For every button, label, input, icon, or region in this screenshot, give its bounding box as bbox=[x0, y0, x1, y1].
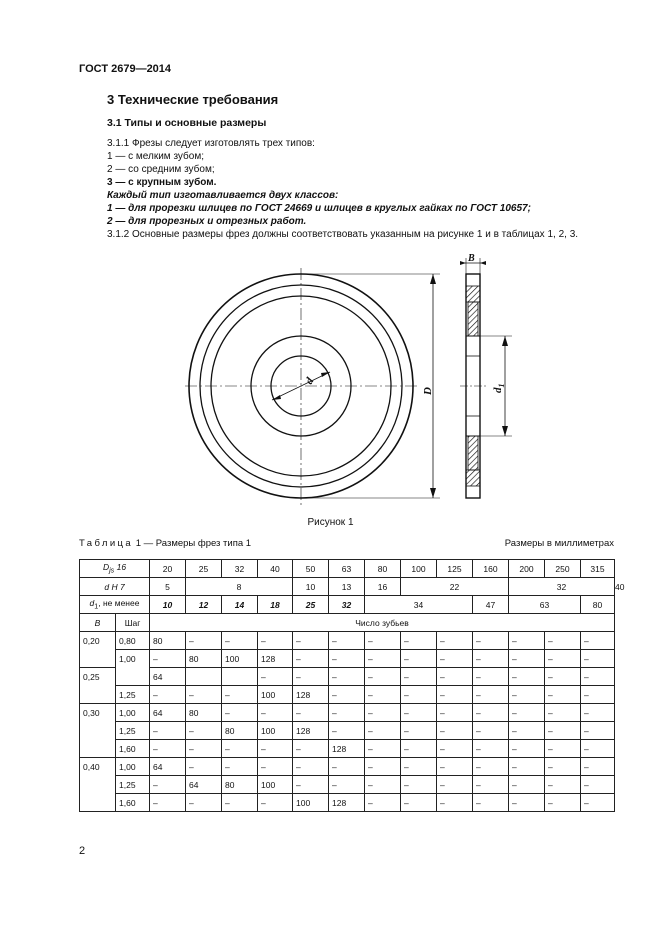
paragraph-class-2: 2 — для прорезных и отрезных работ. bbox=[107, 216, 307, 227]
cell-step: 1,00 bbox=[116, 758, 150, 776]
cell-teeth: – bbox=[437, 794, 473, 812]
cell-teeth: – bbox=[222, 632, 258, 650]
cell-teeth: – bbox=[581, 722, 615, 740]
cell-teeth: – bbox=[329, 722, 365, 740]
cell-teeth: – bbox=[222, 794, 258, 812]
paragraph-class-1: 1 — для прорезки шлицев по ГОСТ 24669 и шлицев в круглых гайках по ГОСТ 10657; bbox=[107, 203, 531, 214]
cell-teeth: – bbox=[329, 704, 365, 722]
table-row bbox=[80, 776, 615, 794]
table-row bbox=[80, 758, 615, 776]
cell-B bbox=[80, 722, 116, 740]
paragraph-classes-intro: Каждый тип изготавливается двух классов: bbox=[107, 190, 339, 201]
cell-teeth: 64 bbox=[150, 758, 186, 776]
cell-teeth: – bbox=[473, 776, 509, 794]
cell: 63 bbox=[329, 560, 365, 578]
head-teeth: Число зубьев bbox=[150, 614, 615, 632]
table-row bbox=[80, 632, 615, 650]
cell-teeth: – bbox=[437, 668, 473, 686]
row-head bbox=[80, 614, 615, 632]
cell-teeth: 100 bbox=[258, 686, 293, 704]
cell-teeth: – bbox=[222, 686, 258, 704]
cell-teeth: – bbox=[365, 794, 401, 812]
cell-step: 1,00 bbox=[116, 704, 150, 722]
row-d: d H 7 5 8 10 13 16 22 32 40 bbox=[80, 578, 615, 596]
cell-teeth: – bbox=[401, 704, 437, 722]
cell-teeth: – bbox=[186, 758, 222, 776]
cell-teeth: – bbox=[581, 740, 615, 758]
cell: 10 bbox=[150, 596, 186, 614]
section-title: 3 Технические требования bbox=[107, 92, 279, 107]
cell-teeth bbox=[222, 668, 258, 686]
label-d1: $d_1$ bbox=[492, 383, 506, 393]
dimensions-table bbox=[79, 559, 625, 812]
cell-teeth: – bbox=[437, 704, 473, 722]
cell-teeth: – bbox=[258, 794, 293, 812]
row-d-label: d H 7 bbox=[80, 578, 150, 596]
cell-B bbox=[80, 650, 116, 668]
cell-teeth: – bbox=[545, 632, 581, 650]
cell-teeth: – bbox=[473, 650, 509, 668]
cell-teeth: 64 bbox=[150, 704, 186, 722]
cell-teeth: – bbox=[437, 632, 473, 650]
row-d1-label: $d_1$, не менее bbox=[80, 596, 150, 614]
label-D: D bbox=[422, 387, 434, 395]
cell: 10 bbox=[293, 578, 329, 596]
cell-teeth: – bbox=[545, 722, 581, 740]
cell: 25 bbox=[186, 560, 222, 578]
cell-teeth: – bbox=[545, 758, 581, 776]
cell-teeth: – bbox=[437, 650, 473, 668]
cell-teeth: – bbox=[329, 632, 365, 650]
cell-teeth: – bbox=[437, 776, 473, 794]
cell-teeth: – bbox=[365, 650, 401, 668]
head-B: B bbox=[80, 614, 116, 632]
cell: 80 bbox=[365, 560, 401, 578]
cell: 80 bbox=[581, 596, 615, 614]
cell-teeth: – bbox=[509, 758, 545, 776]
cell-teeth: – bbox=[222, 704, 258, 722]
cell-teeth: – bbox=[329, 650, 365, 668]
table-caption bbox=[79, 538, 251, 549]
cell-teeth: – bbox=[186, 686, 222, 704]
cell-teeth: – bbox=[581, 668, 615, 686]
label-d: d bbox=[303, 375, 317, 387]
cell-teeth: – bbox=[581, 686, 615, 704]
cell-B bbox=[80, 776, 116, 794]
cell: 12 bbox=[186, 596, 222, 614]
cell-step: 1,00 bbox=[116, 650, 150, 668]
paragraph-type-1: 1 — с мелким зубом; bbox=[107, 151, 204, 162]
cell-teeth: – bbox=[150, 794, 186, 812]
cell-teeth: – bbox=[365, 740, 401, 758]
cell-teeth: – bbox=[365, 758, 401, 776]
cell-teeth: – bbox=[293, 668, 329, 686]
cell-B: 0,40 bbox=[80, 758, 116, 776]
cell-teeth: – bbox=[186, 722, 222, 740]
cell: 22 bbox=[401, 578, 509, 596]
cell-teeth: – bbox=[329, 776, 365, 794]
cell-teeth: – bbox=[509, 650, 545, 668]
cell-teeth: 128 bbox=[293, 722, 329, 740]
cell-teeth: 100 bbox=[258, 722, 293, 740]
cell-teeth: – bbox=[473, 740, 509, 758]
row-D-label: $D_{js}$ 16 bbox=[80, 560, 150, 578]
cell-teeth: – bbox=[293, 776, 329, 794]
cell-teeth: – bbox=[437, 722, 473, 740]
label-B: B bbox=[468, 253, 475, 264]
cell-teeth: 100 bbox=[293, 794, 329, 812]
cell-teeth: 128 bbox=[329, 794, 365, 812]
document-header: ГОСТ 2679—2014 bbox=[79, 63, 172, 75]
cell-teeth: – bbox=[329, 668, 365, 686]
paragraph-type-2: 2 — со средним зубом; bbox=[107, 164, 215, 175]
cell-teeth: – bbox=[186, 794, 222, 812]
cell: 315 bbox=[581, 560, 615, 578]
cell-teeth: – bbox=[150, 776, 186, 794]
cell-teeth: – bbox=[473, 686, 509, 704]
cell-teeth: – bbox=[581, 758, 615, 776]
table-row bbox=[80, 704, 615, 722]
cell-teeth: – bbox=[509, 632, 545, 650]
cell-step: 1,25 bbox=[116, 776, 150, 794]
cell: 32 bbox=[222, 560, 258, 578]
cell-step: 1,25 bbox=[116, 686, 150, 704]
cell-teeth: 80 bbox=[150, 632, 186, 650]
cell-teeth: – bbox=[365, 776, 401, 794]
cell: 20 bbox=[150, 560, 186, 578]
cell-B bbox=[80, 794, 116, 812]
cell-B: 0,30 bbox=[80, 704, 116, 722]
cell-teeth: – bbox=[473, 632, 509, 650]
subsection-title: 3.1 Типы и основные размеры bbox=[107, 117, 267, 129]
cell-teeth: 128 bbox=[293, 686, 329, 704]
cell-B bbox=[80, 740, 116, 758]
row-D bbox=[80, 560, 615, 578]
cell-teeth: – bbox=[581, 794, 615, 812]
cell-teeth: 80 bbox=[222, 722, 258, 740]
cell-step: 1,60 bbox=[116, 740, 150, 758]
paragraph-types-intro: 3.1.1 Фрезы следует изготовлять трех типов: bbox=[107, 138, 315, 149]
cell-teeth: – bbox=[509, 740, 545, 758]
cell-teeth: – bbox=[150, 740, 186, 758]
table-caption-word: Таблица bbox=[79, 538, 134, 549]
cell-teeth: – bbox=[258, 668, 293, 686]
cell: 50 bbox=[293, 560, 329, 578]
cell-B bbox=[80, 686, 116, 704]
head-step: Шаг bbox=[116, 614, 150, 632]
cell-teeth: – bbox=[509, 722, 545, 740]
cell-teeth: 128 bbox=[329, 740, 365, 758]
table-row bbox=[80, 722, 615, 740]
cell-B: 0,20 bbox=[80, 632, 116, 650]
side-view bbox=[460, 258, 512, 498]
cell-teeth: – bbox=[365, 686, 401, 704]
cell-teeth: 80 bbox=[222, 776, 258, 794]
cell-teeth: 128 bbox=[258, 650, 293, 668]
cell-teeth: – bbox=[437, 758, 473, 776]
table-units: Размеры в миллиметрах bbox=[504, 538, 614, 549]
cell-teeth: – bbox=[401, 722, 437, 740]
cell-teeth: – bbox=[293, 704, 329, 722]
cell-teeth: – bbox=[545, 776, 581, 794]
cell: 16 bbox=[365, 578, 401, 596]
cell: 34 bbox=[365, 596, 473, 614]
cell: 160 bbox=[473, 560, 509, 578]
cell: 200 bbox=[509, 560, 545, 578]
cell-teeth: – bbox=[401, 668, 437, 686]
cell-teeth: – bbox=[258, 758, 293, 776]
cell: 125 bbox=[437, 560, 473, 578]
cell-teeth: 64 bbox=[186, 776, 222, 794]
cell: 250 bbox=[545, 560, 581, 578]
cell: 40 bbox=[258, 560, 293, 578]
cell: 32 bbox=[329, 596, 365, 614]
cell: 47 bbox=[473, 596, 509, 614]
cell-teeth: – bbox=[509, 704, 545, 722]
cell-teeth: – bbox=[365, 704, 401, 722]
cell-teeth: – bbox=[545, 686, 581, 704]
cell-teeth: – bbox=[329, 758, 365, 776]
cell-teeth: – bbox=[545, 740, 581, 758]
cell-teeth: – bbox=[545, 650, 581, 668]
cell-teeth: – bbox=[258, 632, 293, 650]
cell-teeth: – bbox=[401, 794, 437, 812]
cell-teeth: – bbox=[581, 632, 615, 650]
table-row bbox=[80, 650, 615, 668]
cell-teeth: – bbox=[365, 632, 401, 650]
cell-step: 0,80 bbox=[116, 632, 150, 650]
cell-teeth: – bbox=[293, 650, 329, 668]
table-caption-text: 1 — Размеры фрез типа 1 bbox=[133, 538, 252, 549]
cell-teeth: – bbox=[293, 740, 329, 758]
cell-teeth: – bbox=[473, 668, 509, 686]
page-number: 2 bbox=[79, 845, 86, 857]
table-row bbox=[80, 686, 615, 704]
cell-B: 0,25 bbox=[80, 668, 116, 686]
cell-teeth: – bbox=[545, 668, 581, 686]
cell-step: 1,25 bbox=[116, 722, 150, 740]
row-d1 bbox=[80, 596, 615, 614]
cell-teeth: 80 bbox=[186, 704, 222, 722]
cell: 14 bbox=[222, 596, 258, 614]
cell-teeth: – bbox=[150, 686, 186, 704]
figure-caption: Рисунок 1 bbox=[307, 517, 354, 528]
cell-teeth: – bbox=[401, 740, 437, 758]
cell-teeth: – bbox=[509, 776, 545, 794]
cell-teeth: – bbox=[258, 704, 293, 722]
cell-teeth: – bbox=[545, 704, 581, 722]
table-row bbox=[80, 794, 615, 812]
table-row bbox=[80, 668, 615, 686]
cell-teeth: – bbox=[581, 776, 615, 794]
cell: 100 bbox=[401, 560, 437, 578]
cell-teeth bbox=[186, 668, 222, 686]
cell-teeth: – bbox=[401, 758, 437, 776]
cell-teeth: – bbox=[222, 740, 258, 758]
paragraph-type-3: 3 — с крупным зубом. bbox=[107, 177, 217, 188]
cell-teeth: – bbox=[473, 758, 509, 776]
cell-teeth: – bbox=[222, 758, 258, 776]
cell-teeth: – bbox=[186, 740, 222, 758]
cell: 25 bbox=[293, 596, 329, 614]
cell-teeth: – bbox=[437, 686, 473, 704]
cell: 32 bbox=[509, 578, 615, 596]
cell-teeth: – bbox=[329, 686, 365, 704]
cell-teeth: – bbox=[365, 668, 401, 686]
cell-teeth: – bbox=[258, 740, 293, 758]
cell-teeth: – bbox=[545, 794, 581, 812]
cell-teeth: – bbox=[293, 632, 329, 650]
cell-step: 1,60 bbox=[116, 794, 150, 812]
cell: 18 bbox=[258, 596, 293, 614]
cell-teeth: – bbox=[473, 794, 509, 812]
cell-teeth: – bbox=[473, 704, 509, 722]
cell-teeth: – bbox=[401, 686, 437, 704]
cell: 5 bbox=[150, 578, 186, 596]
cell: 8 bbox=[186, 578, 293, 596]
cell-teeth: 100 bbox=[222, 650, 258, 668]
cell-step bbox=[116, 668, 150, 686]
cell-teeth: – bbox=[509, 794, 545, 812]
cell-teeth: 100 bbox=[258, 776, 293, 794]
paragraph-dimensions: 3.1.2 Основные размеры фрез должны соответствовать указанным на рисунке 1 и в таблицах 1, 2, 3. bbox=[107, 229, 579, 240]
cell-teeth: – bbox=[509, 686, 545, 704]
cell-teeth: – bbox=[150, 650, 186, 668]
cell: 13 bbox=[329, 578, 365, 596]
cell-teeth: – bbox=[509, 668, 545, 686]
cell-teeth: – bbox=[186, 632, 222, 650]
cell-teeth: – bbox=[473, 722, 509, 740]
cell-teeth: – bbox=[401, 776, 437, 794]
cell-teeth: – bbox=[365, 722, 401, 740]
cell-teeth: 64 bbox=[150, 668, 186, 686]
cell-teeth: – bbox=[293, 758, 329, 776]
cell: 63 bbox=[509, 596, 581, 614]
cell-teeth: – bbox=[581, 704, 615, 722]
cell-teeth: – bbox=[437, 740, 473, 758]
cell-teeth: 80 bbox=[186, 650, 222, 668]
cell-teeth: – bbox=[150, 722, 186, 740]
table-row bbox=[80, 740, 615, 758]
cell-teeth: – bbox=[401, 632, 437, 650]
cell-teeth: – bbox=[581, 650, 615, 668]
cell-teeth: – bbox=[401, 650, 437, 668]
